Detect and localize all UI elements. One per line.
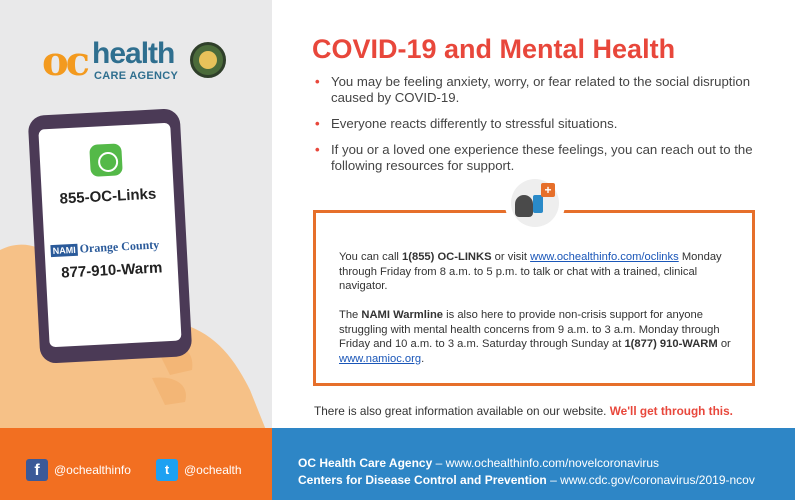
nami-warmline-bold: NAMI Warmline xyxy=(361,309,444,321)
footer-oc-hca-line[interactable] xyxy=(298,456,659,470)
p2-pre: The xyxy=(339,309,362,321)
footer-line1-bold: OC Health Care Agency xyxy=(298,456,433,470)
footer-line1-url: – www.ochealthinfo.com/novelcoronavirus xyxy=(432,456,660,470)
footer-line2-bold: Centers for Disease Control and Prevention xyxy=(298,473,547,487)
left-panel xyxy=(0,0,272,428)
phone-screen xyxy=(38,123,181,348)
bullet-list xyxy=(315,74,765,184)
phone-illustration xyxy=(28,108,193,364)
website-note xyxy=(314,404,733,418)
twitter-handle-text: @ochealth xyxy=(184,463,242,477)
p1-mid: or visit xyxy=(491,251,531,263)
note-text: There is also great information available on our website. xyxy=(314,404,610,418)
twitter-icon: t xyxy=(156,459,178,481)
bullet-item: • Everyone reacts differently to stressful situations. xyxy=(315,116,765,132)
warmline-number: 877-910-Warm xyxy=(60,259,163,282)
footer-line2-url: – www.cdc.gov/coronavirus/2019-ncov xyxy=(546,473,755,487)
facebook-handle-text: @ochealthinfo xyxy=(54,463,131,477)
namioc-link[interactable]: www.namioc.org xyxy=(339,352,422,365)
p2-end: . xyxy=(421,352,425,365)
page-title: COVID-19 and Mental Health xyxy=(312,34,676,64)
warmline-phone: 1(877) 910-WARM xyxy=(624,338,718,350)
footer-cdc-line[interactable] xyxy=(298,473,755,487)
note-highlight: We'll get through this. xyxy=(609,404,733,418)
p2-or: or xyxy=(717,338,731,350)
facebook-handle[interactable] xyxy=(26,459,131,481)
oc-links-paragraph xyxy=(339,250,739,294)
oc-links-phone: 1(855) OC-LINKS xyxy=(402,251,492,263)
twitter-handle[interactable] xyxy=(156,459,242,481)
nami-paragraph xyxy=(339,308,739,366)
p2-mid: is also here to provide non-crisis support for anyone struggling with mental health concerns from 9 a.m. to 3 a.m. Monday through Friday and 10 a.m. to 3 a.m. Saturday through Sunday at xyxy=(339,309,720,350)
person-phone-icon: + xyxy=(505,179,565,231)
logo-health-text: health xyxy=(92,37,175,70)
nami-county-text: Orange County xyxy=(79,237,160,256)
p1-post: Monday through Friday from 8 a.m. to 5 p.m. to talk or chat with a trained, clinical navigator. xyxy=(339,251,722,292)
bullet-item: • You may be feeling anxiety, worry, or fear related to the social disruption caused by COVID-19. xyxy=(315,74,765,106)
bullet-item: • If you or a loved one experience these feelings, you can reach out to the following resources for support. xyxy=(315,142,765,174)
nami-logo: NAMI xyxy=(50,244,78,257)
whatsapp-phone-icon xyxy=(89,143,123,177)
p1-pre: You can call xyxy=(339,251,403,263)
nami-orange-county-label xyxy=(50,237,175,258)
facebook-icon: f xyxy=(26,459,48,481)
oc-links-number: 855-OC-Links xyxy=(59,185,157,208)
logo-oc-text: oc xyxy=(42,38,88,85)
logo-agency-text: CARE AGENCY xyxy=(94,70,179,82)
county-seal-icon xyxy=(190,42,226,78)
oc-links-link[interactable]: www.ochealthinfo.com/oclinks xyxy=(530,251,679,263)
